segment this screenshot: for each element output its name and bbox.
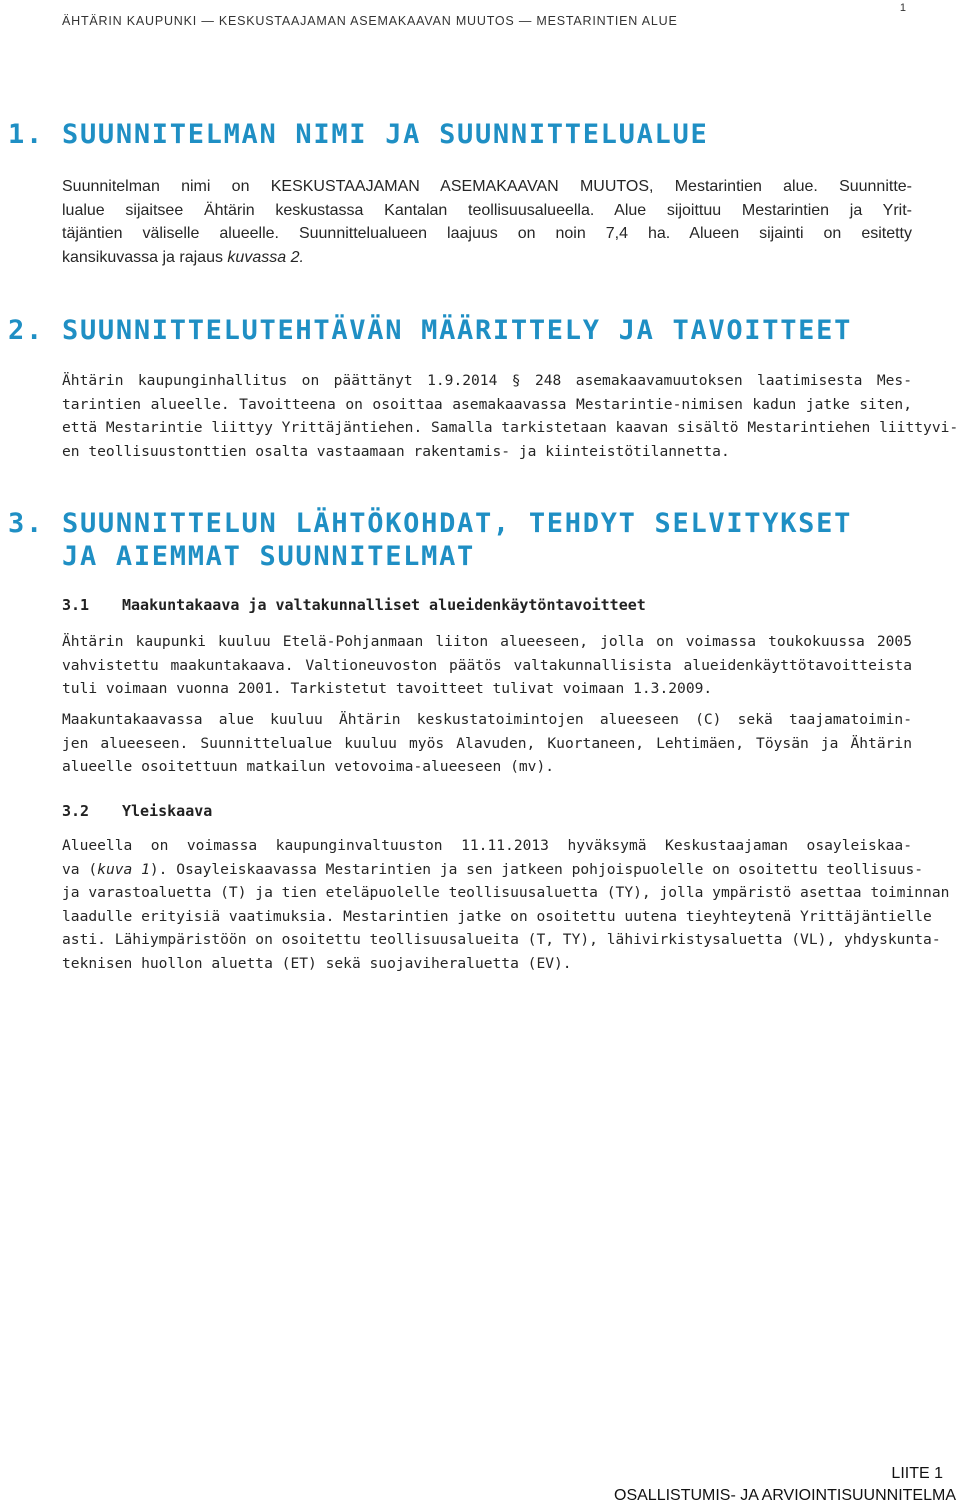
paragraph-line: Maakuntakaavassa alue kuuluu Ähtärin keskustatoimintojen alueeseen (C) sekä taajamatoimin-	[62, 711, 912, 728]
subsection-3-1-number: 3.1	[62, 596, 90, 614]
subsection-3-1-title: Maakuntakaava ja valtakunnalliset alueidenkäytöntavoitteet	[122, 596, 646, 614]
subsection-3-1-paragraph-1	[62, 630, 912, 701]
section-1-number: 1.	[8, 119, 44, 150]
figure-reference: kuvassa 2.	[227, 248, 304, 266]
appendix-label: LIITE 1	[891, 1465, 943, 1482]
paragraph-line: vahvistettu maakuntakaava. Valtioneuvoston päätös valtakunnallisista alueidenkäyttötavoitteista	[62, 656, 912, 674]
figure-reference: kuva 1	[97, 860, 150, 878]
page-number: 1	[899, 2, 906, 14]
document-title: OSALLISTUMIS- JA ARVIOINTISUUNNITELMA	[614, 1487, 956, 1504]
paragraph-line: asti. Lähiympäristöön on osoitettu teollisuusalueita (T, TY), lähivirkistysaluetta (VL), yhdyskunta-	[62, 931, 941, 948]
subsection-3-2-number: 3.2	[62, 802, 90, 820]
paragraph-line: teknisen huollon aluetta (ET) sekä suojaviheraluetta (EV).	[62, 954, 572, 972]
section-2-paragraph	[62, 369, 959, 463]
paragraph-line: kansikuvassa ja rajaus kuvassa 2.	[62, 248, 304, 266]
paragraph-line: täjäntien väliselle alueelle. Suunnittelualueen laajuus on noin 7,4 ha. Alueen sijainti on esitetty	[62, 225, 912, 242]
subsection-3-1-paragraph-2	[62, 708, 912, 779]
section-1-paragraph	[62, 175, 912, 269]
paragraph-line: että Mestarintie liittyy Yrittäjäntiehen. Samalla tarkistetaan kaavan sisältö Mestarintiehen liittyvi-	[62, 419, 959, 436]
paragraph-line: tuli voimaan vuonna 2001. Tarkistetut tavoitteet tulivat voimaan 1.3.2009.	[62, 680, 713, 697]
section-3-number: 3.	[8, 508, 44, 539]
section-3-title-line-2: JA AIEMMAT SUUNNITELMAT	[62, 541, 475, 572]
paragraph-line: lualue sijaitsee Ähtärin keskustassa Kantalan teollisuusalueella. Alue sijoittuu Mestarintien ja Yrit-	[62, 201, 912, 219]
paragraph-line: tarintien alueelle. Tavoitteena on osoittaa asemakaavassa Mestarintie-nimisen kadun jatke siten,	[62, 395, 912, 413]
section-2-title: SUUNNITTELUTEHTÄVÄN MÄÄRITTELY JA TAVOITTEET	[62, 315, 853, 346]
paragraph-line: Ähtärin kaupunki kuuluu Etelä-Pohjanmaan liiton alueeseen, jolla on voimassa toukokuussa 2005	[62, 633, 912, 650]
paragraph-line: va (kuva 1). Osayleiskaavassa Mestarintien ja sen jatkeen pohjoispuolelle on osoitettu teollisuus-	[62, 860, 924, 878]
subsection-3-2-heading	[62, 802, 213, 820]
paragraph-line: Suunnitelman nimi on KESKUSTAAJAMAN ASEMAKAAVAN MUUTOS, Mestarintien alue. Suunnitte-	[62, 178, 912, 195]
section-3-title-line-1: SUUNNITTELUN LÄHTÖKOHDAT, TEHDYT SELVITYKSET	[62, 508, 853, 539]
paragraph-line: Alueella on voimassa kaupunginvaltuuston 11.11.2013 hyväksymä Keskustaajaman osayleiskaa-	[62, 837, 912, 854]
paragraph-line: alueelle osoitettuun matkailun vetovoima-alueeseen (mv).	[62, 758, 555, 775]
paragraph-line: Ähtärin kaupunginhallitus on päättänyt 1.9.2014 § 248 asemakaavamuutoksen laatimisesta Mes-	[62, 372, 912, 389]
subsection-3-2-paragraph	[62, 834, 950, 975]
paragraph-line: ja varastoaluetta (T) ja tien eteläpuolelle teollisuusaluetta (TY), jolla ympäristö asettaa toiminnan	[62, 884, 950, 901]
paragraph-line: jen alueeseen. Suunnittelualue kuuluu myös Alavuden, Kuortaneen, Lehtimäen, Töysän ja Ähtärin	[62, 734, 912, 752]
section-2-number: 2.	[8, 315, 44, 346]
paragraph-line: laadulle erityisiä vaatimuksia. Mestarintien jatke on osoitettu uutena tieyhteytenä Yrittäjäntielle	[62, 907, 932, 925]
subsection-3-2-title: Yleiskaava	[122, 802, 213, 820]
section-1-title: SUUNNITELMAN NIMI JA SUUNNITTELUALUE	[62, 119, 709, 150]
subsection-3-1-heading	[62, 596, 646, 614]
running-header: ÄHTÄRIN KAUPUNKI — KESKUSTAAJAMAN ASEMAKAAVAN MUUTOS — MESTARINTIEN ALUE	[62, 14, 678, 28]
paragraph-line: en teollisuustonttien osalta vastaamaan rakentamis- ja kiinteistötilannetta.	[62, 442, 730, 460]
